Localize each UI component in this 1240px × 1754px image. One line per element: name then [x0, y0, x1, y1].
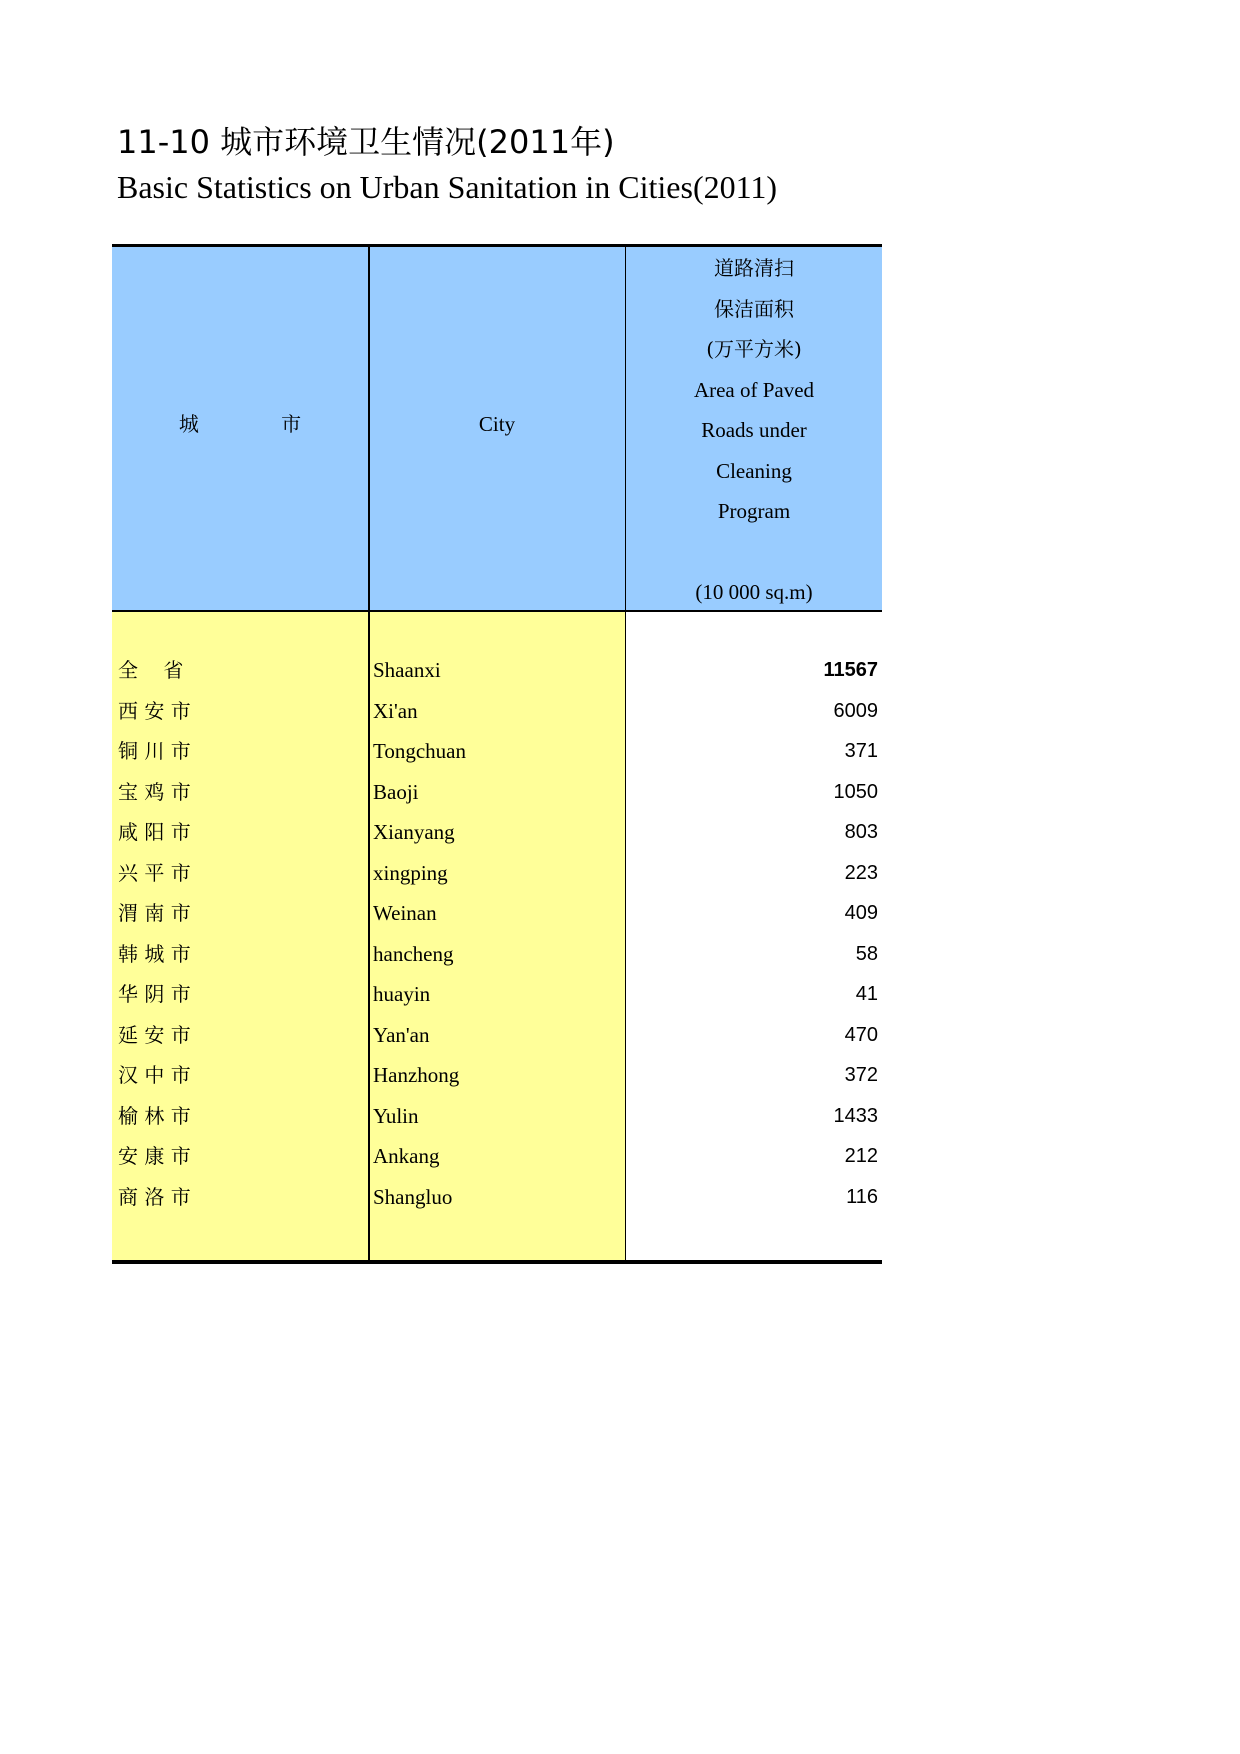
city-name-english: hancheng: [373, 941, 454, 966]
city-name-english: Yulin: [373, 1103, 419, 1128]
table-row: [112, 1015, 882, 1056]
city-name-english: Baoji: [373, 779, 419, 804]
header-area-unit-zh: (万平方米): [706, 337, 802, 361]
table-row: [112, 1096, 882, 1137]
area-value: 41: [855, 983, 878, 1005]
city-name-chinese: 榆 林 市: [118, 1103, 191, 1128]
area-value: 470: [844, 1023, 878, 1046]
header-city-english-label: City: [478, 412, 516, 436]
city-name-english: xingping: [373, 860, 448, 885]
city-name-chinese: 兴 平 市: [118, 860, 191, 885]
table-row: [112, 893, 882, 934]
header-area-en-line: Roads under: [701, 418, 807, 442]
city-name-chinese: 宝 鸡 市: [118, 779, 191, 804]
area-value: 116: [846, 1185, 878, 1208]
table-bottom-rule: [112, 1260, 882, 1264]
table-row: [112, 1177, 882, 1218]
city-name-chinese: 铜 川 市: [118, 739, 191, 763]
city-name-english: Weinan: [373, 901, 437, 925]
city-name-english: Shangluo: [373, 1184, 453, 1209]
header-area-zh-line: 道路清扫: [714, 256, 794, 280]
city-name-english: huayin: [373, 982, 431, 1006]
area-value: 1433: [833, 1104, 878, 1127]
table-row: [112, 974, 882, 1015]
city-name-chinese: 渭 南 市: [118, 901, 191, 925]
city-name-english: Yan'an: [373, 1022, 430, 1047]
header-area-en-line: Area of Paved: [693, 377, 815, 402]
table-row: [112, 731, 882, 772]
area-value: 11567: [823, 659, 878, 681]
city-name-english: Ankang: [373, 1144, 440, 1168]
area-value: 409: [844, 902, 878, 924]
city-name-english: Xianyang: [373, 820, 455, 844]
city-name-chinese: 西 安 市: [118, 698, 191, 723]
table-row: [112, 691, 882, 732]
header-area-zh-line: 保洁面积: [714, 296, 794, 321]
city-name-chinese: 华 阴 市: [118, 982, 191, 1006]
city-name-chinese: 商 洛 市: [118, 1184, 191, 1209]
city-name-english: Hanzhong: [373, 1063, 460, 1087]
table-row: [112, 1055, 882, 1096]
city-name-english: Xi'an: [373, 698, 418, 723]
city-name-chinese: 咸 阳 市: [118, 820, 191, 844]
city-name-chinese: 汉 中 市: [118, 1063, 191, 1087]
sanitation-table: [112, 244, 882, 1263]
page-title-english: Basic Statistics on Urban Sanitation in Cities(2011): [117, 169, 778, 205]
area-value: 223: [844, 861, 878, 884]
table-rows: [112, 650, 882, 1217]
area-value: 371: [844, 740, 878, 762]
area-value: 803: [844, 821, 878, 843]
area-value: 58: [855, 942, 878, 965]
city-name-english: Tongchuan: [373, 739, 467, 763]
header-spacer: [626, 532, 882, 573]
header-area-unit-en: (10 000 sq.m): [695, 580, 813, 604]
header-area-en-line: Program: [717, 499, 791, 523]
page-title-chinese: 11-10 城市环境卫生情况(2011年): [117, 123, 615, 161]
header-area-en-line: Cleaning: [716, 458, 792, 483]
area-value: 372: [844, 1064, 878, 1086]
city-name-chinese: 延 安 市: [118, 1022, 191, 1047]
header-area-label: [626, 248, 882, 613]
area-value: 212: [844, 1145, 878, 1167]
area-value: 1050: [833, 780, 878, 803]
table-row: [112, 650, 882, 691]
header-city-chinese-label: 城 市: [178, 412, 340, 436]
area-value: 6009: [833, 699, 878, 722]
table-top-rule: [112, 244, 882, 247]
table-row: [112, 812, 882, 853]
city-name-chinese: 全 省: [118, 658, 184, 682]
table-row: [112, 772, 882, 813]
table-row: [112, 934, 882, 975]
table-row: [112, 853, 882, 894]
table-row: [112, 1136, 882, 1177]
city-name-chinese: 安 康 市: [118, 1144, 191, 1168]
city-name-english: Shaanxi: [373, 658, 441, 682]
city-name-chinese: 韩 城 市: [118, 941, 191, 966]
